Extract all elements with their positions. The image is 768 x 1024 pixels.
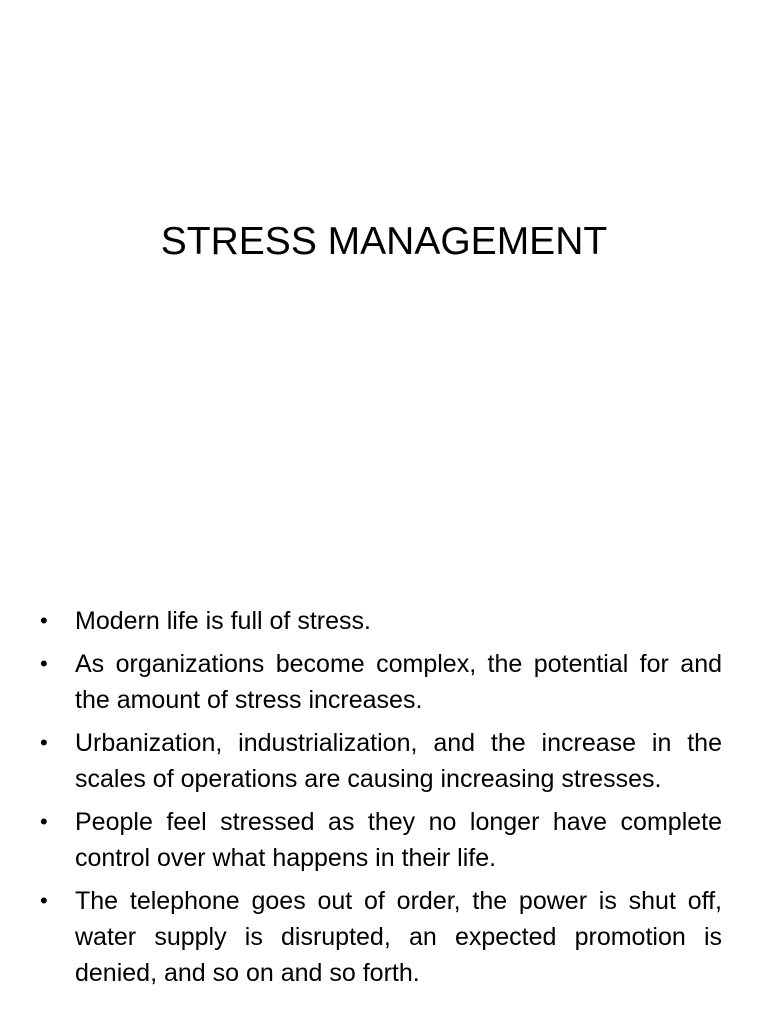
bullet-item [40,725,722,797]
bullet-text: Urbanization, industrialization, and the increase in the scales of operations are causing increasing stresses. [75,729,722,793]
bullet-text: As organizations become complex, the potential for and the amount of stress increases. [75,650,722,714]
bullet-item [40,646,722,718]
bullet-icon: • [40,651,48,676]
bullet-icon: • [40,730,48,755]
bullet-icon: • [40,888,48,913]
bullet-list [40,603,722,998]
bullet-icon: • [40,608,48,633]
bullet-item [40,603,722,639]
bullet-item [40,804,722,876]
bullet-item [40,883,722,991]
bullet-text: People feel stressed as they no longer have complete control over what happens in their life. [75,808,722,872]
slide-title: STRESS MANAGEMENT [160,220,608,263]
bullet-icon: • [40,809,48,834]
bullet-text: The telephone goes out of order, the power is shut off, water supply is disrupted, an expected promotion is denied, and so on and so forth. [75,887,722,987]
bullet-text: Modern life is full of stress. [75,607,371,635]
